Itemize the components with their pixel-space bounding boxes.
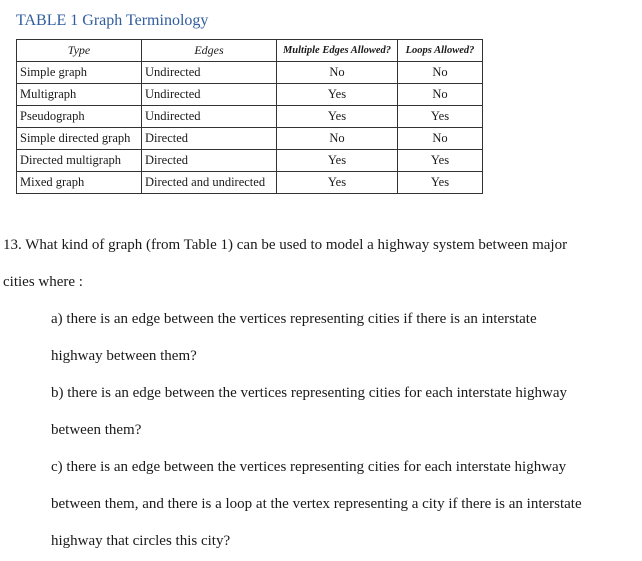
header-loops: Loops Allowed?: [398, 40, 483, 62]
cell-edges: Undirected: [142, 62, 277, 84]
table-row: [17, 172, 483, 194]
part-a-line-2: highway between them?: [51, 348, 197, 364]
question-stem-line-1: 13. What kind of graph (from Table 1) can be used to model a highway system between major: [3, 237, 568, 253]
cell-type: Simple graph: [17, 62, 142, 84]
question-stem-line-2: cities where :: [3, 274, 83, 290]
cell-type: Mixed graph: [17, 172, 142, 194]
cell-type: Directed multigraph: [17, 150, 142, 172]
cell-multiple: Yes: [277, 106, 398, 128]
cell-type: Pseudograph: [17, 106, 142, 128]
table-row: [17, 106, 483, 128]
cell-type: Simple directed graph: [17, 128, 142, 150]
question-13: [3, 227, 635, 560]
cell-multiple: Yes: [277, 84, 398, 106]
cell-edges: Undirected: [142, 84, 277, 106]
cell-edges: Directed: [142, 150, 277, 172]
part-b-line-2: between them?: [51, 422, 142, 438]
cell-loops: No: [398, 128, 483, 150]
cell-multiple: Yes: [277, 150, 398, 172]
header-edges: Edges: [142, 40, 277, 62]
table-row: [17, 150, 483, 172]
header-multiple-edges: Multiple Edges Allowed?: [277, 40, 398, 62]
part-b-line-1: b) there is an edge between the vertices representing cities for each interstate highway: [51, 385, 568, 401]
cell-edges: Undirected: [142, 106, 277, 128]
cell-multiple: Yes: [277, 172, 398, 194]
part-a-line-1: a) there is an edge between the vertices representing cities if there is an interstate: [51, 311, 537, 327]
cell-loops: No: [398, 62, 483, 84]
table-caption: TABLE 1 Graph Terminology: [16, 12, 209, 29]
part-c-line-1: c) there is an edge between the vertices representing cities for each interstate highway: [51, 459, 567, 475]
part-c-line-2: between them, and there is a loop at the vertex representing a city if there is an interstate: [51, 496, 582, 512]
cell-loops: No: [398, 84, 483, 106]
cell-edges: Directed and undirected: [142, 172, 277, 194]
table-header-row: [17, 40, 483, 62]
table-row: [17, 84, 483, 106]
part-c-line-3: highway that circles this city?: [51, 533, 231, 549]
cell-multiple: No: [277, 62, 398, 84]
cell-loops: Yes: [398, 172, 483, 194]
cell-type: Multigraph: [17, 84, 142, 106]
header-type: Type: [17, 40, 142, 62]
cell-edges: Directed: [142, 128, 277, 150]
cell-multiple: No: [277, 128, 398, 150]
cell-loops: Yes: [398, 106, 483, 128]
table-row: [17, 62, 483, 84]
table-row: [17, 128, 483, 150]
cell-loops: Yes: [398, 150, 483, 172]
graph-terminology-table: [16, 39, 483, 194]
